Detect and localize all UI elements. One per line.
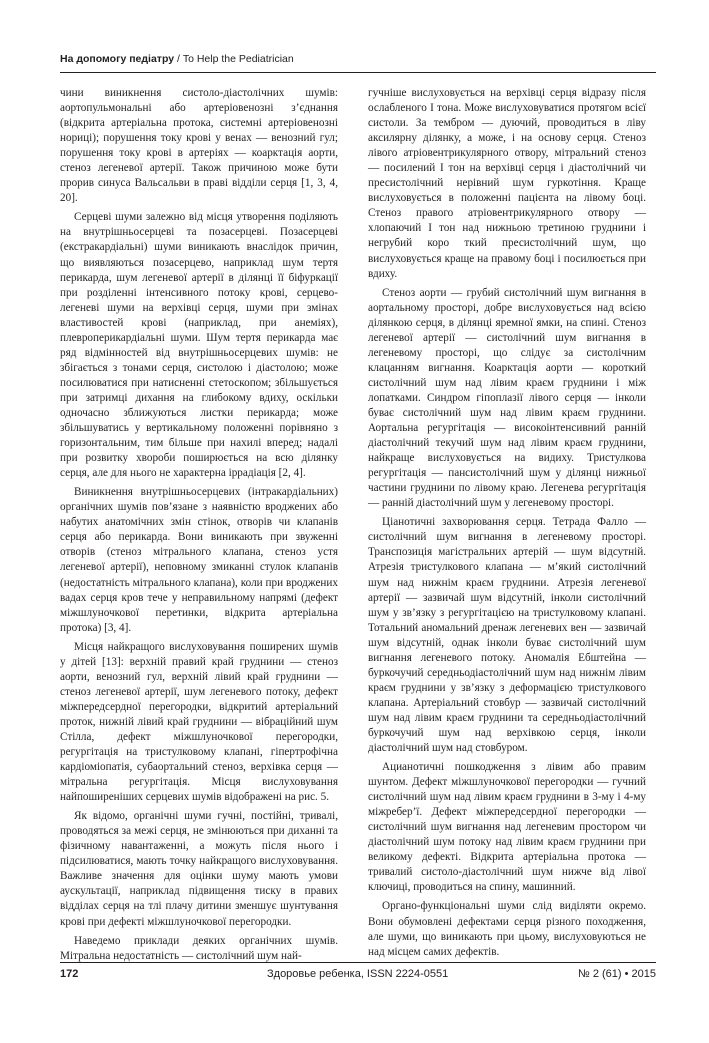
page-footer — [60, 962, 656, 985]
paragraph: Серцеві шуми залежно від місця утворення поділяють на внутрішньосерцеві та позасерцеві. Позасерцеві (екстракардіальні) шуми виникають внаслідок причин, що виявляються позасерцево, наприклад шум тертя перикарда, шум легеневої артерії в ділянці її біфуркації при розділенні інтенсивного потоку крові, серцево-легеневі шуми на верхівці серця, шуми при змінах властивостей крові (наприклад, при анеміях), плевроперикардіальні шуми. Шум тертя перикарда має ряд відмінностей від внутрішньосерцевих шумів: не збігається з тонами серця, систолою і діастолою; може посилюватися при натисненні стетоскопом; збільшується при затримці дихання на глибокому вдиху, оскільки одночасно зближуються листки перикарда; може збільшуватись у вертикальному положенні порівняно з горизонтальним, тим більше при нахилі вперед; надалі при розвитку хвороби поширюється на всю ділянку серця, але для нього не характерна іррадіація [2, 4]. — [60, 211, 338, 480]
page-number: 172 — [60, 968, 79, 980]
right-column — [368, 86, 646, 964]
paragraph: Виникнення внутрішньосерцевих (інтракардіальних) органічних шумів пов’язане з наявністю вроджених або набутих анатомічних змін стінок, отворів чи клапанів серця або перикарда. Вони виникають при звуженні отворів (стеноз мітрального клапана, стеноз устя легеневої артерії), неповному змиканні стулок клапанів (недостатність мітрального клапана), коли при вроджених вадах серця кров тече у неправильному напрямі (дефект міжшлуночкової перетинки, відкрита артеріальна протока) [3, 4]. — [60, 486, 338, 634]
paragraph: Стеноз аорти — грубий систолічний шум вигнання в аортальному просторі, добре вислуховується над всією ділянкою серця, в ділянці яремної ямки, на спині. Стеноз легеневої артерії — систолічний шум вигнання в легеневому просторі, що слідує за систолічним клацанням вигнання. Коарктація аорти — короткий систолічний шум над лівим краєм груднини і між лопатками. Синдром гіпоплазії лівого серця — інколи буває систолічний шум над лівим краєм груднини. Аортальна регургітація — високоінтенсивний ранній діастолічний текучий шум над лівим краєм груднини, найкраще вислуховується на видиху. Тристулкова регургітація — пансистолічний шум у ділянці нижньої частини груднини по лівому краю. Легенева регургітація — ранній діастолічний шум у легеневому просторі. — [368, 286, 646, 510]
paragraph: Ацианотичні пошкодження з лівим або правим шунтом. Дефект міжшлуночкової перегородки — гучний систолічний шум над лівим краєм груднини в 3-му і 4-му міжребер’ї. Дефект міжпередсердної перегородки — систолічний шум вигнання над легеневим простором чи діастолічний шум потоку над лівим краєм груднини при великому дефекті. Відкрита артеріальна протока — тривалий систоло-діастолічний шум нижче від лівої ключиці, проводиться на спину, машинний. — [368, 761, 646, 894]
paragraph: Органо-функціональні шуми слід виділяти окремо. Вони обумовлені дефектами серця різного походження, але шуми, що виникають при цьому, вислуховуються не над місцем самих дефектів. — [368, 900, 646, 958]
left-column — [60, 86, 338, 968]
header-rule — [60, 72, 656, 73]
header-title — [60, 53, 294, 65]
paragraph: Як відомо, органічні шуми гучні, постійні, тривалі, проводяться за межі серця, не змінюються при диханні та фізичному навантаженні, а можуть після нього і підсилюватися, мають точку найкращого вислуховування. Важливе значення для оцінки шуму мають умови аускультації, наприклад підвищення тиску в правих відділах серця на тлі плачу дитини зменшує шунтування крові при дефекті міжшлуночкової перегородки. — [60, 810, 338, 928]
header-section: На допомогу педіатру — [60, 53, 175, 65]
header-section-en: To Help the Pediatrician — [182, 53, 294, 65]
running-header — [60, 45, 656, 73]
header-separator: / — [174, 53, 183, 65]
paragraph: чини виникнення систоло-діастолічних шумів: аортопульмональні або артеріовенозні з’єднання (відкрита артеріальна протока, системні артеріовенозні нориці); порушення току крові у венах — венозний гул; порушення току крові в артеріях — коарктація аорти, стеноз легеневої артерії. Також причиною може бути прорив синуса Вальсальви в праві відділи серця [1, 3, 4, 20]. — [60, 87, 338, 205]
paragraph: гучніше вислуховується на верхівці серця відразу після ослабленого I тона. Може вислуховуватися протягом всієї систоли. За тембром — дуючий, проводиться в ліву аксилярну ділянку, а може, і на основу серця. Стеноз лівого атріовентрикулярного отвору, мітральний стеноз — посилений I тон на верхівці серця і діастолічний чи пресистолічний нерівний шум гуркотіння. Краще вислуховується в положенні пацієнта на лівому боці. Стеноз правого атріовентрикулярного отвору — хлопаючий I тон над нижньою третиною груднини і негрубий коро ткий пресистолічний шум, що вислуховується краще на правому боці і посилюється при вдиху. — [368, 87, 646, 280]
paragraph: Місця найкращого вислуховування поширених шумів у дітей [13]: верхній правий край груднини — стеноз аорти, венозний гул, верхній лівий край груднини — стеноз легеневої артерії, шум легеневого потоку, дефект міжпередсердної перегородки, відкритий артеріальний проток, нижній лівий край груднини — вібраційний шум Стілла, дефект міжшлуночкової перегородки, регургітація на тристулковому клапані, гіпертрофічна кардіоміопатія, субаортальний стеноз, верхівка серця — мітральна регургітація. Місця вислуховування найпоширеніших серцевих шумів відображені на рис. 5. — [60, 640, 338, 804]
paragraph: Ціанотичні захворювання серця. Тетрада Фалло — систолічний шум вигнання в легеневому просторі. Транспозиція магістральних артерій — шум відсутній. Атрезія тристулкового клапана — м’який систолічний шум над нижнім краєм груднини. Атрезія легеневої артерії — зазвичай шум відсутній, інколи систолічний шум у зв’язку з регургітацією на тристулковому клапані. Тотальний аномальний дренаж легеневих вен — зазвичай шум відсутній, однак інколи буває систолічний шум вигнання легеневого потоку. Аномалія Ебштейна — буркочучий середньодіастолічний шум над нижнім лівим краєм груднини у зв’язку з деформацією тристулкового клапана. Артеріальний стовбур — зазвичай систолічний шум над лівим краєм груднини та середньодіастолічний буркочучий шум над верхівкою серця, інколи діастолічний шум над стовбуром. — [368, 516, 646, 755]
journal-info: Здоровье ребенка, ISSN 2224-0551 — [267, 968, 449, 980]
issue-info: № 2 (61) • 2015 — [577, 968, 656, 980]
paragraph: Наведемо приклади деяких органічних шумів. Мітральна недостатність — систолічний шум най- — [60, 934, 338, 962]
